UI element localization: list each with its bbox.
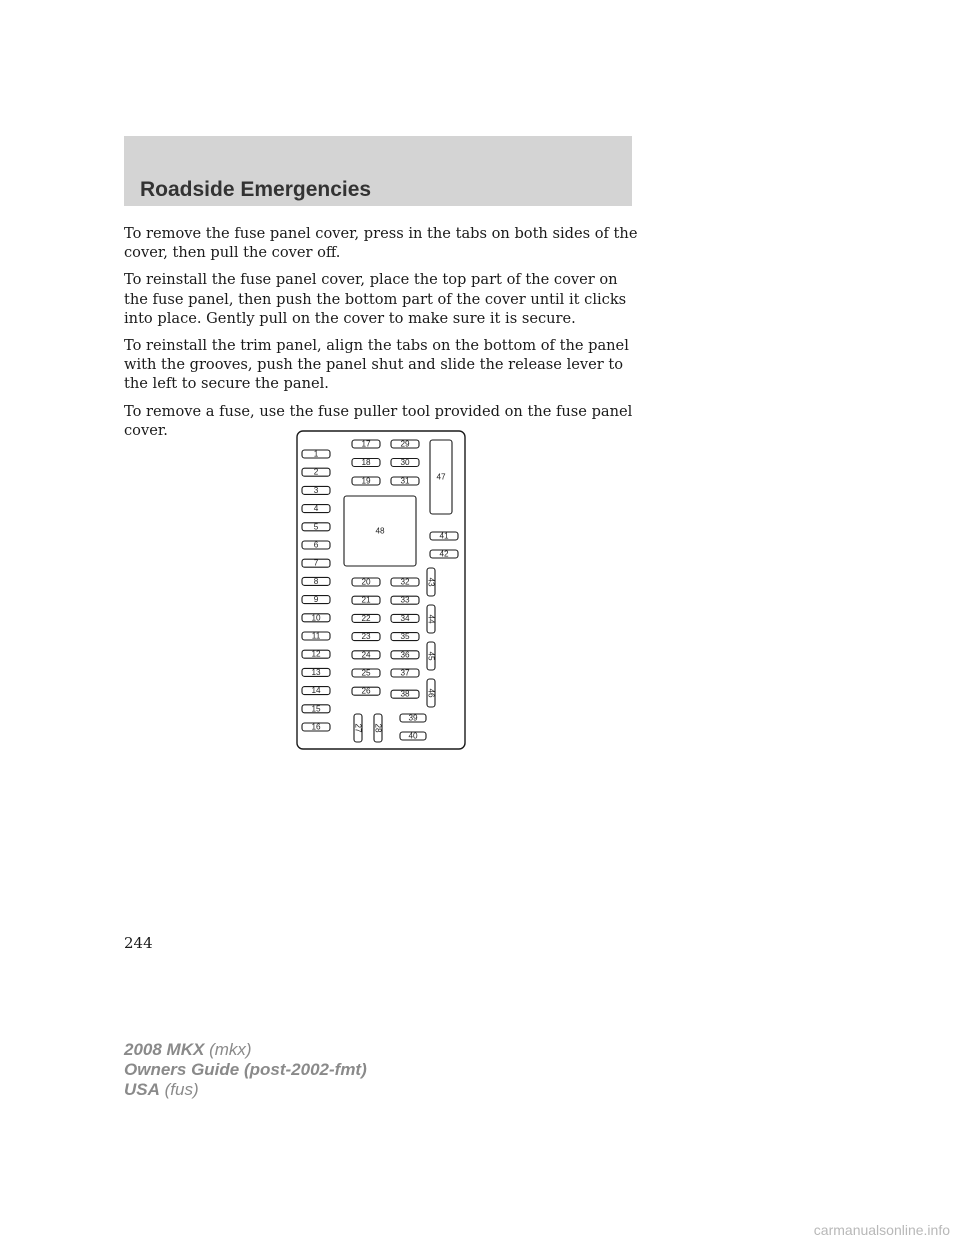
- fuse-label: 25: [361, 668, 371, 678]
- fuse-25: [352, 669, 380, 678]
- fuse-39: [400, 714, 426, 723]
- fuse-label: 22: [361, 613, 371, 623]
- fuse-label: 11: [311, 631, 321, 641]
- fuse-21: [352, 596, 380, 605]
- fuse-label: 16: [311, 722, 321, 732]
- section-title: Roadside Emergencies: [140, 178, 372, 201]
- watermark: carmanualsonline.info: [813, 1222, 950, 1238]
- fuse-1: [302, 450, 330, 459]
- fuse-label: 14: [311, 686, 321, 696]
- fuse-label: 19: [361, 476, 371, 486]
- fuse-label: 26: [361, 686, 371, 696]
- fuse-26: [352, 687, 380, 696]
- fuse-label: 41: [439, 531, 449, 541]
- fuse-label: 3: [313, 485, 319, 495]
- fuse-label: 43: [426, 577, 436, 587]
- fuse-label: 32: [400, 577, 410, 587]
- fuse-label: 44: [426, 614, 436, 624]
- fuse-label: 48: [375, 526, 385, 536]
- fuse-label: 33: [400, 595, 410, 605]
- fuse-38: [391, 690, 419, 699]
- fuse-30: [391, 458, 419, 467]
- fuse-label: 45: [426, 651, 436, 661]
- footer-guide: Owners Guide (post-2002-fmt): [124, 1060, 367, 1079]
- footer-model-code: (mkx): [209, 1040, 252, 1059]
- fuse-label: 42: [439, 549, 449, 559]
- paragraph: To reinstall the trim panel, align the tabs on the bottom of the panel with the grooves, push the panel shut and slide the release lever to the left to secure the panel.: [124, 337, 629, 393]
- fuse-35: [391, 632, 419, 641]
- fuse-label: 10: [311, 613, 321, 623]
- fuse-label: 29: [400, 439, 410, 449]
- fuse-label: 12: [311, 649, 321, 659]
- fuse-label: 23: [361, 632, 371, 642]
- fuse-label: 17: [361, 439, 371, 449]
- fuse-label: 34: [400, 613, 410, 623]
- fuse-10: [302, 613, 330, 622]
- fuse-label: 46: [426, 688, 436, 698]
- fuse-label: 18: [361, 458, 371, 467]
- fuse-33: [391, 596, 419, 605]
- fuse-label: 2: [313, 467, 319, 477]
- fuse-13: [302, 668, 330, 677]
- fuse-40: [400, 732, 426, 741]
- footer-market-code: (fus): [164, 1080, 199, 1099]
- footer-line-market: [124, 1080, 367, 1100]
- fuse-label: 5: [313, 522, 319, 532]
- fuse-41: [430, 532, 458, 541]
- fuse-2: [302, 468, 330, 477]
- fuse-label: 37: [400, 668, 410, 678]
- fuse-label: 35: [400, 632, 410, 642]
- fuse-12: [302, 650, 330, 659]
- fuse-24: [352, 650, 380, 659]
- fuse-44: [427, 605, 436, 633]
- fuse-label: 13: [311, 667, 321, 677]
- fuse-5: [302, 522, 330, 531]
- fuse-label: 36: [400, 650, 410, 660]
- fuse-3: [302, 486, 330, 495]
- fuse-22: [352, 614, 380, 623]
- paragraph: To reinstall the fuse panel cover, place the top part of the cover on the fuse panel, then push the bottom part of the cover until it clicks into place. Gently pull on the cover to make sure it is secure.: [124, 271, 627, 327]
- fuse-label: 6: [313, 540, 319, 550]
- fuse-label: 4: [313, 504, 319, 514]
- fuse-31: [391, 477, 419, 486]
- fuse-18: [352, 458, 380, 467]
- fuse-label: 38: [400, 689, 410, 699]
- fuse-45: [427, 642, 436, 670]
- paragraph: To remove a fuse, use the fuse puller tool provided on the fuse panel cover.: [124, 402, 633, 439]
- fuse-label: 8: [313, 576, 319, 586]
- fuse-label: 7: [313, 558, 319, 568]
- footer-line-model: [124, 1040, 367, 1060]
- fuse-47: [430, 440, 452, 514]
- fuse-14: [302, 686, 330, 695]
- fuse-32: [391, 578, 419, 587]
- fuse-label: 30: [400, 458, 410, 467]
- fuse-16: [302, 723, 330, 732]
- fuse-9: [302, 595, 330, 604]
- fuse-label: 20: [361, 577, 371, 587]
- fuse-label: 27: [353, 723, 363, 733]
- fuse-28: [374, 714, 383, 742]
- body-text: [124, 224, 644, 448]
- fuse-36: [391, 650, 419, 659]
- page-number: 244: [124, 934, 153, 952]
- fuse-17: [352, 440, 380, 449]
- fuse-6: [302, 541, 330, 550]
- fuse-11: [302, 632, 330, 641]
- footer: [124, 1040, 367, 1100]
- fuse-4: [302, 504, 330, 513]
- fuse-27: [354, 714, 363, 742]
- fuse-23: [352, 632, 380, 641]
- fuse-label: 1: [313, 449, 319, 459]
- fuse-label: 47: [436, 472, 446, 482]
- fuse-19: [352, 477, 380, 486]
- fuse-29: [391, 440, 419, 449]
- paragraph: To remove the fuse panel cover, press in the tabs on both sides of the cover, then pull the cover off.: [124, 225, 638, 262]
- fuse-48: [344, 496, 416, 566]
- footer-model: 2008 MKX: [124, 1040, 205, 1059]
- footer-line-guide: [124, 1060, 367, 1080]
- fuse-label: 39: [408, 713, 418, 723]
- fuse-8: [302, 577, 330, 586]
- fuse-label: 40: [408, 731, 418, 741]
- fuse-label: 28: [373, 723, 383, 733]
- fuse-label: 24: [361, 650, 371, 660]
- fuse-label: 9: [313, 595, 319, 605]
- fuse-43: [427, 568, 436, 596]
- fuse-37: [391, 669, 419, 678]
- fuse-15: [302, 704, 330, 713]
- fuse-label: 15: [311, 704, 321, 714]
- footer-market: USA: [124, 1080, 160, 1099]
- fuse-34: [391, 614, 419, 623]
- fuse-46: [427, 679, 436, 707]
- fuse-label: 31: [400, 476, 410, 486]
- fuse-20: [352, 578, 380, 587]
- fuse-label: 21: [361, 595, 371, 605]
- fuse-42: [430, 550, 458, 559]
- fuse-panel-diagram: [296, 430, 468, 752]
- fuse-7: [302, 559, 330, 568]
